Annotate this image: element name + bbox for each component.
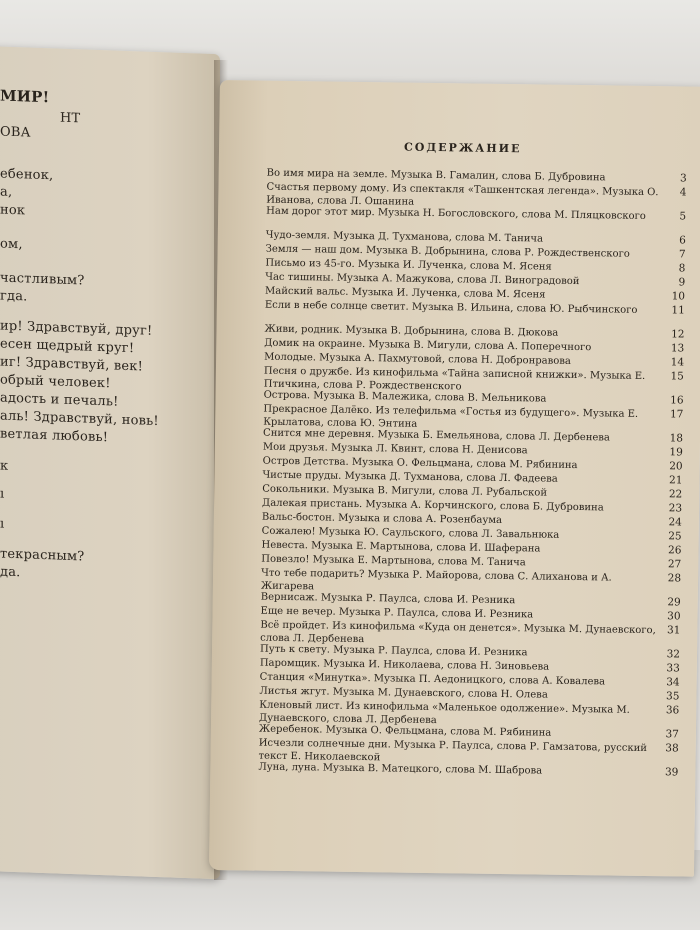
left-page-line: ı xyxy=(0,486,5,502)
toc-entry-title: Всё пройдет. Из кинофильма «Куда он денется». Музыка М. Дунаевского, слова Л. Дербенева xyxy=(260,619,656,646)
toc-entry-title: Прекрасное Далёко. Из телефильма «Гостья из будущего». Музыка Е. Крылатова, слова Ю. Энтина xyxy=(263,403,639,430)
left-page-line: к xyxy=(0,458,9,474)
toc-entry-page-number: 23 xyxy=(668,502,683,515)
toc-entry-title: Остров Детства. Музыка О. Фельцмана, слова М. Рябинина xyxy=(262,455,578,472)
toc-entry-page-number: 15 xyxy=(670,370,684,383)
left-page-line: ом, xyxy=(0,236,23,253)
left-page-line: МИР! xyxy=(0,86,50,107)
toc-entry-title: Нам дорог этот мир. Музыка Н. Богословского, слова М. Пляцковского xyxy=(266,205,646,222)
toc-entry-page-number: 3 xyxy=(679,172,687,185)
toc-entry-page-number: 6 xyxy=(679,234,686,247)
left-page-line: гда. xyxy=(0,288,28,305)
toc-entry-page-number: 14 xyxy=(670,356,685,369)
toc-entry-page-number: 20 xyxy=(669,460,683,473)
table-of-contents xyxy=(249,130,689,779)
toc-entry-page-number: 31 xyxy=(666,624,681,637)
toc-entry-title: Живи, родник. Музыка В. Добрынина, слова В. Дюкова xyxy=(264,323,559,339)
left-page-line: а, xyxy=(0,184,13,200)
toc-entry-page-number: 36 xyxy=(665,704,680,717)
left-page-line: НТ xyxy=(60,110,81,127)
left-page-line: ı xyxy=(0,516,5,532)
toc-entry-page-number: 38 xyxy=(665,742,679,755)
left-page-line: иг! Здравствуй, век! xyxy=(0,354,144,375)
toc-entry-title: Невеста. Музыка Е. Мартынова, слова И. Шаферана xyxy=(261,539,541,555)
toc-entry-page-number: 8 xyxy=(678,262,686,275)
left-page-line: ир! Здравствуй, друг! xyxy=(0,318,153,339)
toc-entry-title: Вернисаж. Музыка Р. Паулса, слова И. Резника xyxy=(260,591,516,607)
toc-entry-title: Повезло! Музыка Е. Мартынова, слова М. Танича xyxy=(261,553,526,569)
left-page-line: адость и печаль! xyxy=(0,390,119,410)
toc-entry-page-number: 25 xyxy=(668,530,682,543)
toc-entry-page-number: 26 xyxy=(668,544,682,557)
left-page-line: ветлая любовь! xyxy=(0,426,109,446)
toc-entry-title: Жеребенок. Музыка О. Фельцмана, слова М. Рябинина xyxy=(258,723,552,739)
toc-entry-page-number: 12 xyxy=(671,328,685,341)
toc-entry-title: Во имя мира на земле. Музыка В. Гамалин, слова Б. Дубровина xyxy=(266,167,606,184)
toc-entry-page-number: 17 xyxy=(669,408,684,421)
toc-entry-title: Станция «Минутка». Музыка П. Аедоницкого, слова А. Ковалева xyxy=(259,671,606,688)
toc-entry-page-number: 29 xyxy=(667,596,681,609)
left-page-line: ОВА xyxy=(0,124,31,141)
left-page-text xyxy=(0,86,220,581)
toc-entry-title: Песня о дружбе. Из кинофильма «Тайна записной книжки». Музыка Е. Птичкина, слова Р. Рождественского xyxy=(263,365,646,393)
toc-entry-title: Час тишины. Музыка А. Мажукова, слова Л. Виноградовой xyxy=(265,271,580,288)
toc-entry-title: Вальс-бостон. Музыка и слова А. Розенбаума xyxy=(261,511,503,526)
toc-entry-page-number: 22 xyxy=(668,488,683,501)
toc-entry-page-number: 35 xyxy=(665,690,680,703)
toc-entry-title: Что тебе подарить? Музыка Р. Майорова, слова С. Алиханова и А. Жигарева xyxy=(260,567,612,593)
toc-entry-title: Чистые пруды. Музыка Д. Тухманова, слова Л. Фадеева xyxy=(262,469,558,485)
toc-heading: СОДЕРЖАНИЕ xyxy=(403,140,522,156)
toc-entry-title: Домик на окраине. Музыка В. Мигули, слова А. Поперечного xyxy=(264,337,592,354)
toc-entry-page-number: 11 xyxy=(671,304,685,317)
toc-entry-title: Молодые. Музыка А. Пахмутовой, слова Н. Добронравова xyxy=(264,351,571,367)
toc-entry-page-number: 39 xyxy=(664,766,679,779)
toc-entry-page-number: 28 xyxy=(667,572,682,585)
toc-entry-page-number: 37 xyxy=(665,728,679,741)
toc-entry-title: Паромщик. Музыка И. Николаева, слова Н. Зиновьева xyxy=(259,657,550,673)
left-page-line: ебенок, xyxy=(0,166,54,184)
toc-entry-title: Мои друзья. Музыка Л. Квинт, слова Н. Денисова xyxy=(262,441,528,457)
toc-entry-title: Сожалею! Музыка Ю. Саульского, слова Л. Завальнюка xyxy=(261,525,560,541)
toc-entry-title: Снится мне деревня. Музыка Б. Емельянова, слова Л. Дербенева xyxy=(262,427,610,444)
toc-entry-page-number: 4 xyxy=(679,186,687,199)
toc-entry-page-number: 21 xyxy=(668,474,683,487)
toc-entry-title: Счастья первому дому. Из спектакля «Ташкентская легенда». Музыка О. Иванова, слова Л. Ошанина xyxy=(266,181,659,208)
toc-entry-page-number: 30 xyxy=(667,610,681,623)
left-page-line: нок xyxy=(0,202,26,219)
toc-entry-page-number: 32 xyxy=(666,648,681,661)
left-page-line: частливым? xyxy=(0,270,85,289)
toc-entry-page-number: 16 xyxy=(670,394,684,407)
toc-entry-title: Письмо из 45-го. Музыка И. Лученка, слова М. Ясеня xyxy=(265,257,552,273)
toc-entry-title: Луна, луна. Музыка В. Матецкого, слова М. Шаброва xyxy=(258,761,543,777)
toc-entry-page-number: 27 xyxy=(667,558,682,571)
toc-entry-title: Путь к свету. Музыка Р. Паулса, слова И. Резника xyxy=(259,643,528,659)
toc-entry-page-number: 18 xyxy=(669,432,684,445)
toc-entry-page-number: 7 xyxy=(678,248,686,261)
left-page-line: текрасным? xyxy=(0,546,85,565)
toc-entry-page-number: 34 xyxy=(666,676,680,689)
toc-entry-page-number: 33 xyxy=(666,662,680,675)
toc-entry-page-number: 10 xyxy=(671,290,686,303)
toc-entry-title: Исчезли солнечные дни. Музыка Р. Паулса, слова Р. Гамзатова, русский текст Е. Николаевской xyxy=(258,737,648,764)
left-page-line: да. xyxy=(0,564,21,581)
toc-entry-title: Если в небе солнце светит. Музыка В. Ильина, слова Ю. Рыбчинского xyxy=(264,299,638,316)
toc-entry-title: Еще не вечер. Музыка Р. Паулса, слова И. Резника xyxy=(260,605,534,621)
toc-entry-title: Майский вальс. Музыка И. Лученка, слова М. Ясеня xyxy=(264,285,546,301)
left-page xyxy=(0,46,220,879)
toc-entry-page-number: 9 xyxy=(678,276,686,289)
toc-entry-page-number: 5 xyxy=(679,210,687,223)
toc-entry-title: Острова. Музыка В. Малежика, слова В. Мельникова xyxy=(263,389,547,405)
toc-entry-page-number: 24 xyxy=(668,516,682,529)
left-page-line: обрый человек! xyxy=(0,372,111,392)
left-page-line: аль! Здравствуй, новь! xyxy=(0,408,159,430)
right-page xyxy=(209,80,700,877)
toc-entry-title: Кленовый лист. Из кинофильма «Маленькое одолжение». Музыка М. Дунаевского, слова Л. Дербенева xyxy=(259,699,630,727)
toc-entry-title: Чудо-земля. Музыка Д. Тухманова, слова М. Танича xyxy=(265,229,544,245)
toc-entry-page-number: 19 xyxy=(669,446,683,459)
toc-entry-title: Листья жгут. Музыка М. Дунаевского, слова Н. Олева xyxy=(259,685,548,701)
toc-entry-title: Далекая пристань. Музыка А. Корчинского, слова Б. Дубровина xyxy=(262,497,604,514)
left-page-line: есен щедрый круг! xyxy=(0,336,135,357)
toc-entry-title: Сокольники. Музыка В. Мигули, слова Л. Рубальской xyxy=(262,483,548,499)
toc-entry-title: Земля — наш дом. Музыка В. Добрынина, слова Р. Рождественского xyxy=(265,243,630,260)
toc-entry-page-number: 13 xyxy=(670,342,685,355)
